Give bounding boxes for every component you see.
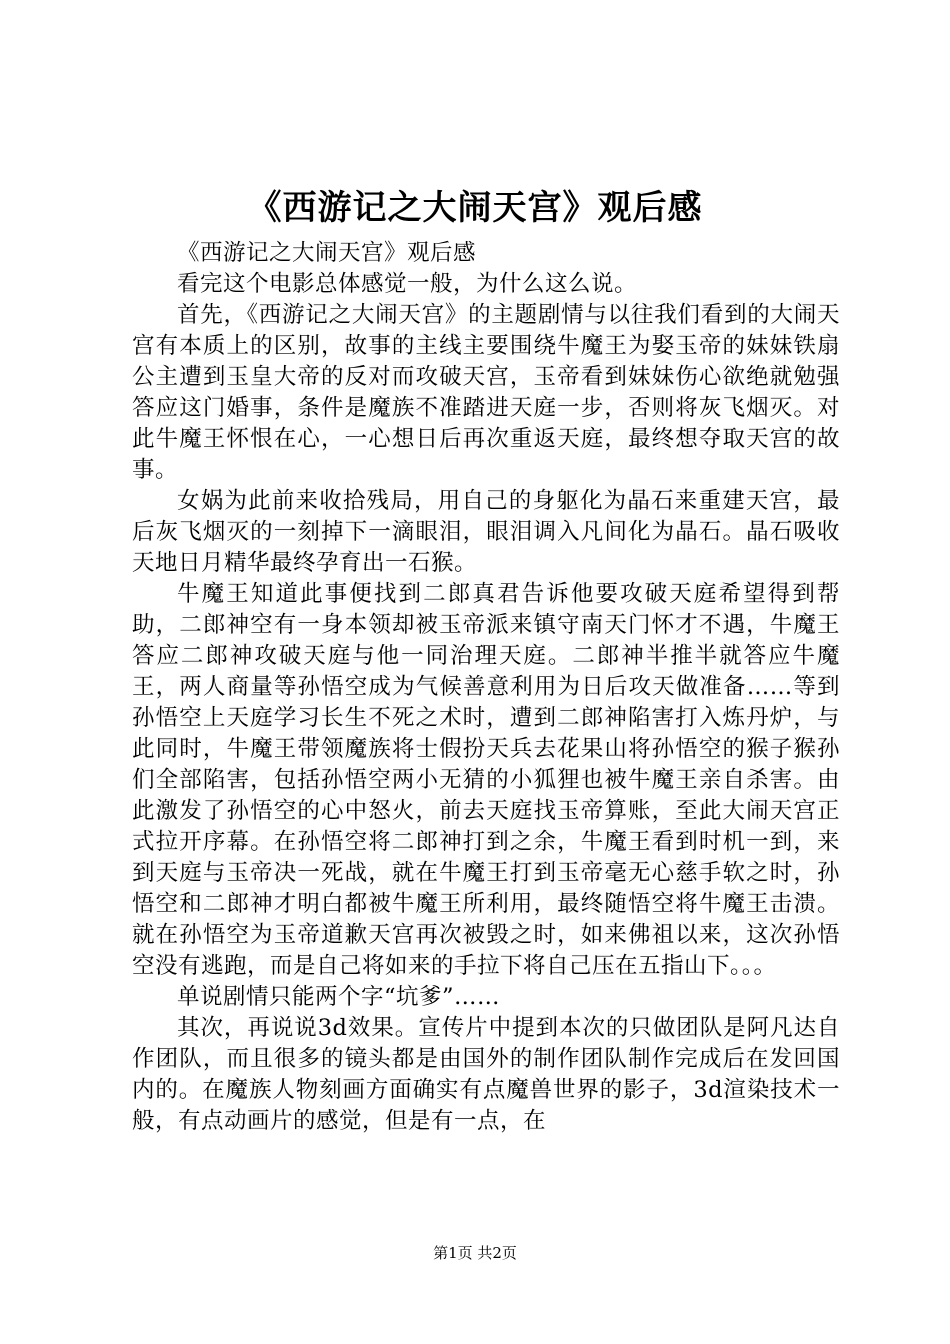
paragraph: 《西游记之大闹天宫》观后感 bbox=[177, 240, 477, 266]
paragraph: 其次，再说说3d效果。宣传片中提到本次的只做团队是阿凡达自作团队，而且很多的镜头都是由国外的制作团队制作完成后在发回国内的。在魔族人物刻画方面确实有点魔兽世界的影子，3d渲染技术一般，有点动画片的感觉，但是有一点，在 bbox=[132, 1015, 840, 1134]
paragraph: 看完这个电影总体感觉一般，为什么这么说。 bbox=[177, 271, 638, 297]
page-number-footer: 第1页 共2页 bbox=[433, 1244, 517, 1262]
paragraph: 首先，《西游记之大闹天宫》的主题剧情与以往我们看到的大闹天宫有本质上的区别，故事的主线主要围绕牛魔王为娶玉帝的妹妹铁扇公主遭到玉皇大帝的反对而攻破天宫，玉帝看到妹妹伤心欲绝就勉强答应这门婚事，条件是魔族不准踏进天庭一步，否则将灰飞烟灭。对此牛魔王怀恨在心，一心想日后再次重返天庭，最终想夺取天宫的故事。 bbox=[132, 302, 840, 483]
document-title: 《西游记之大闹天宫》观后感 bbox=[247, 188, 703, 228]
paragraph: 牛魔王知道此事便找到二郎真君告诉他要攻破天庭希望得到帮助，二郎神空有一身本领却被玉帝派来镇守南天门怀才不遇，牛魔王答应二郎神攻破天庭与他一同治理天庭。二郎神半推半就答应牛魔王，两人商量等孙悟空成为气候善意利用为日后攻天做准备……等到孙悟空上天庭学习长生不死之术时，遭到二郎神陷害打入炼丹炉，与此同时，牛魔王带领魔族将士假扮天兵去花果山将孙悟空的猴子猴孙们全部陷害，包括孙悟空两小无猜的小狐狸也被牛魔王亲自杀害。由此激发了孙悟空的心中怒火，前去天庭找玉帝算账，至此大闹天宫正式拉开序幕。在孙悟空将二郎神打到之余，牛魔王看到时机一到，来到天庭与玉帝决一死战，就在牛魔王打到玉帝毫无心慈手软之时，孙悟空和二郎神才明白都被牛魔王所利用，最终随悟空将牛魔王击溃。就在孙悟空为玉帝道歉天宫再次被毁之时，如来佛祖以来，这次孙悟空没有逃跑，而是自己将如来的手拉下将自己压在五指山下。。。 bbox=[132, 581, 840, 979]
paragraph: 女娲为此前来收拾残局，用自己的身躯化为晶石来重建天宫，最后灰飞烟灭的一刻掉下一滴眼泪，眼泪调入凡间化为晶石。晶石吸收天地日月精华最终孕育出一石猴。 bbox=[132, 488, 840, 576]
document-body bbox=[132, 238, 840, 1137]
paragraph: 单说剧情只能两个字“坑爹”…… bbox=[177, 984, 501, 1010]
